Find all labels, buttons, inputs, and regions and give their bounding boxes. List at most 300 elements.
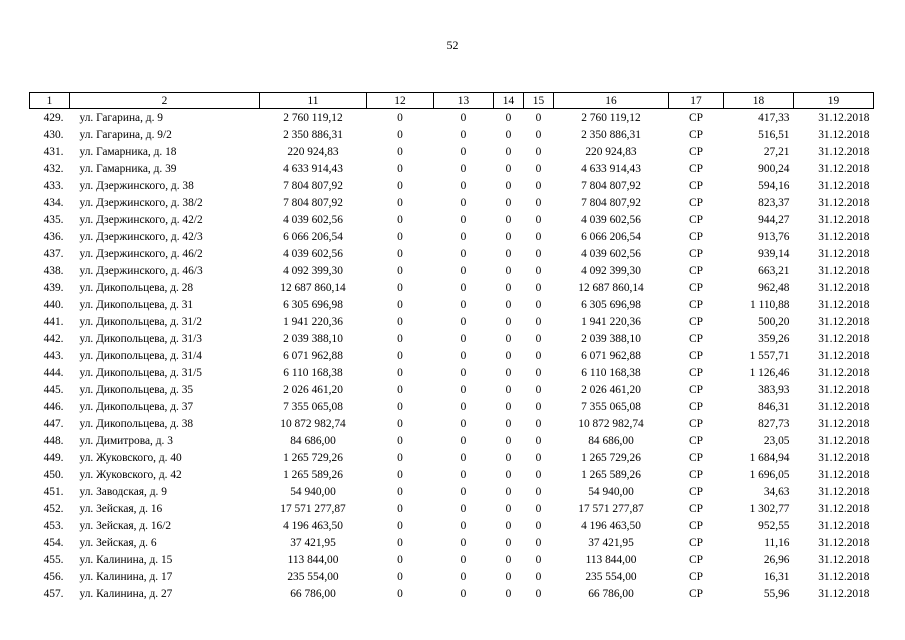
page-number: 52 bbox=[446, 38, 459, 52]
value-col-18: 594,16 bbox=[758, 179, 790, 192]
column-header: 1 bbox=[30, 93, 70, 109]
value-col-18: 846,31 bbox=[758, 400, 790, 413]
amount-col-11: 220 924,83 bbox=[287, 145, 339, 158]
table-row bbox=[30, 228, 874, 245]
value-col-18: 417,33 bbox=[758, 111, 790, 124]
value-col-12: 0 bbox=[397, 553, 403, 566]
value-col-18: 663,21 bbox=[758, 264, 790, 277]
value-col-18: 913,76 bbox=[758, 230, 790, 243]
row-number: 433. bbox=[43, 179, 64, 192]
value-col-18: 1 110,88 bbox=[750, 298, 790, 311]
code-col-17: СР bbox=[689, 570, 703, 583]
amount-col-16: 7 355 065,08 bbox=[581, 400, 641, 413]
value-col-15: 0 bbox=[535, 502, 542, 515]
value-col-14: 0 bbox=[505, 383, 512, 396]
value-col-15: 0 bbox=[535, 230, 542, 243]
table-row bbox=[30, 466, 874, 483]
value-col-12: 0 bbox=[397, 281, 403, 294]
row-number: 457. bbox=[43, 587, 64, 600]
table-row bbox=[30, 194, 874, 211]
table-row bbox=[30, 330, 874, 347]
value-col-18: 827,73 bbox=[758, 417, 790, 430]
address: ул. Дзержинского, д. 42/2 bbox=[79, 213, 203, 226]
value-col-18: 962,48 bbox=[758, 281, 790, 294]
date-col-19: 31.12.2018 bbox=[818, 366, 870, 379]
address: ул. Дзержинского, д. 38 bbox=[79, 179, 194, 192]
value-col-15: 0 bbox=[535, 587, 542, 600]
value-col-15: 0 bbox=[535, 468, 542, 481]
value-col-15: 0 bbox=[535, 179, 542, 192]
value-col-14: 0 bbox=[505, 315, 512, 328]
value-col-18: 516,51 bbox=[758, 128, 790, 141]
row-number: 448. bbox=[43, 434, 64, 447]
value-col-12: 0 bbox=[397, 451, 403, 464]
amount-col-16: 6 305 696,98 bbox=[581, 298, 641, 311]
amount-col-16: 235 554,00 bbox=[585, 570, 637, 583]
value-col-18: 823,37 bbox=[758, 196, 790, 209]
amount-col-11: 54 940,00 bbox=[290, 485, 336, 498]
column-header: 2 bbox=[70, 93, 260, 109]
date-col-19: 31.12.2018 bbox=[818, 553, 870, 566]
value-col-18: 23,05 bbox=[763, 434, 790, 447]
value-col-13: 0 bbox=[460, 332, 467, 345]
table-row bbox=[30, 313, 874, 330]
amount-col-11: 4 196 463,50 bbox=[283, 519, 343, 532]
row-number: 449. bbox=[43, 451, 64, 464]
code-col-17: СР bbox=[689, 451, 703, 464]
value-col-13: 0 bbox=[460, 230, 467, 243]
value-col-15: 0 bbox=[535, 553, 542, 566]
address: ул. Гагарина, д. 9 bbox=[79, 111, 163, 124]
code-col-17: СР bbox=[689, 485, 703, 498]
amount-col-16: 220 924,83 bbox=[585, 145, 637, 158]
address: ул. Заводская, д. 9 bbox=[79, 485, 167, 498]
date-col-19: 31.12.2018 bbox=[818, 400, 870, 413]
row-number: 442. bbox=[43, 332, 64, 345]
value-col-18: 34,63 bbox=[763, 485, 790, 498]
address: ул. Калинина, д. 27 bbox=[79, 587, 173, 600]
table-row bbox=[30, 177, 874, 194]
value-col-13: 0 bbox=[460, 128, 467, 141]
amount-col-16: 54 940,00 bbox=[588, 485, 634, 498]
code-col-17: СР bbox=[689, 434, 703, 447]
value-col-15: 0 bbox=[535, 281, 542, 294]
value-col-15: 0 bbox=[535, 383, 542, 396]
code-col-17: СР bbox=[689, 196, 703, 209]
value-col-18: 952,55 bbox=[758, 519, 790, 532]
value-col-18: 16,31 bbox=[763, 570, 790, 583]
value-col-18: 1 302,77 bbox=[749, 502, 790, 515]
value-col-13: 0 bbox=[460, 196, 467, 209]
date-col-19: 31.12.2018 bbox=[818, 587, 870, 600]
address: ул. Гамарника, д. 18 bbox=[79, 145, 177, 158]
row-number: 454. bbox=[43, 536, 64, 549]
row-number: 456. bbox=[43, 570, 64, 583]
row-number: 453. bbox=[43, 519, 64, 532]
amount-col-11: 2 350 886,31 bbox=[283, 128, 343, 141]
amount-col-11: 6 071 962,88 bbox=[283, 349, 343, 362]
value-col-12: 0 bbox=[397, 298, 403, 311]
date-col-19: 31.12.2018 bbox=[818, 485, 870, 498]
table-row bbox=[30, 585, 874, 602]
code-col-17: СР bbox=[689, 553, 703, 566]
date-col-19: 31.12.2018 bbox=[818, 349, 870, 362]
code-col-17: СР bbox=[689, 247, 703, 260]
value-col-14: 0 bbox=[505, 451, 512, 464]
amount-col-16: 1 265 729,26 bbox=[581, 451, 641, 464]
date-col-19: 31.12.2018 bbox=[818, 298, 870, 311]
date-col-19: 31.12.2018 bbox=[818, 213, 870, 226]
table-row bbox=[30, 415, 874, 432]
date-col-19: 31.12.2018 bbox=[818, 145, 870, 158]
table-row bbox=[30, 262, 874, 279]
code-col-17: СР bbox=[689, 281, 703, 294]
code-col-17: СР bbox=[689, 179, 703, 192]
table-row bbox=[30, 160, 874, 177]
value-col-13: 0 bbox=[460, 247, 467, 260]
value-col-15: 0 bbox=[535, 145, 542, 158]
amount-col-11: 2 760 119,12 bbox=[283, 111, 343, 124]
value-col-13: 0 bbox=[460, 383, 467, 396]
value-col-13: 0 bbox=[460, 485, 467, 498]
code-col-17: СР bbox=[689, 145, 703, 158]
amount-col-11: 2 039 388,10 bbox=[283, 332, 343, 345]
value-col-14: 0 bbox=[505, 145, 512, 158]
code-col-17: СР bbox=[689, 587, 703, 600]
value-col-18: 944,27 bbox=[758, 213, 790, 226]
value-col-15: 0 bbox=[535, 247, 542, 260]
value-col-12: 0 bbox=[397, 230, 403, 243]
address: ул. Гамарника, д. 39 bbox=[79, 162, 177, 175]
value-col-18: 359,26 bbox=[758, 332, 790, 345]
code-col-17: СР bbox=[689, 519, 703, 532]
row-number: 443. bbox=[43, 349, 64, 362]
value-col-18: 1 126,46 bbox=[749, 366, 790, 379]
value-col-13: 0 bbox=[460, 298, 467, 311]
value-col-13: 0 bbox=[460, 366, 467, 379]
value-col-15: 0 bbox=[535, 536, 542, 549]
table-row bbox=[30, 432, 874, 449]
code-col-17: СР bbox=[689, 230, 703, 243]
address: ул. Дзержинского, д. 42/3 bbox=[79, 230, 203, 243]
amount-col-16: 12 687 860,14 bbox=[578, 281, 644, 294]
value-col-13: 0 bbox=[460, 502, 467, 515]
value-col-18: 26,96 bbox=[763, 553, 790, 566]
value-col-12: 0 bbox=[397, 179, 403, 192]
date-col-19: 31.12.2018 bbox=[818, 281, 870, 294]
value-col-14: 0 bbox=[505, 264, 512, 277]
value-col-12: 0 bbox=[397, 383, 403, 396]
value-col-12: 0 bbox=[397, 570, 403, 583]
amount-col-16: 4 039 602,56 bbox=[581, 247, 641, 260]
address: ул. Дзержинского, д. 46/3 bbox=[79, 264, 203, 277]
column-header: 12 bbox=[367, 93, 434, 109]
value-col-18: 1 684,94 bbox=[749, 451, 790, 464]
date-col-19: 31.12.2018 bbox=[818, 536, 870, 549]
value-col-13: 0 bbox=[460, 315, 467, 328]
column-header: 11 bbox=[260, 93, 367, 109]
address: ул. Зейская, д. 16 bbox=[79, 502, 163, 515]
address: ул. Жуковского, д. 42 bbox=[79, 468, 182, 481]
row-number: 429. bbox=[43, 111, 64, 124]
amount-col-16: 17 571 277,87 bbox=[578, 502, 644, 515]
value-col-14: 0 bbox=[505, 111, 512, 124]
amount-col-11: 1 941 220,36 bbox=[283, 315, 343, 328]
value-col-14: 0 bbox=[505, 485, 512, 498]
value-col-18: 1 557,71 bbox=[749, 349, 790, 362]
value-col-12: 0 bbox=[397, 264, 403, 277]
address: ул. Зейская, д. 6 bbox=[79, 536, 157, 549]
row-number: 441. bbox=[43, 315, 64, 328]
address: ул. Дзержинского, д. 46/2 bbox=[79, 247, 203, 260]
value-col-15: 0 bbox=[535, 196, 542, 209]
amount-col-11: 235 554,00 bbox=[287, 570, 339, 583]
date-col-19: 31.12.2018 bbox=[818, 111, 870, 124]
amount-col-16: 2 026 461,20 bbox=[581, 383, 641, 396]
value-col-12: 0 bbox=[397, 366, 403, 379]
address: ул. Дикопольцева, д. 28 bbox=[79, 281, 194, 294]
value-col-18: 27,21 bbox=[763, 145, 790, 158]
value-col-14: 0 bbox=[505, 434, 512, 447]
amount-col-16: 4 039 602,56 bbox=[581, 213, 641, 226]
value-col-14: 0 bbox=[505, 213, 512, 226]
date-col-19: 31.12.2018 bbox=[818, 570, 870, 583]
date-col-19: 31.12.2018 bbox=[818, 383, 870, 396]
value-col-12: 0 bbox=[397, 247, 403, 260]
code-col-17: СР bbox=[689, 213, 703, 226]
value-col-15: 0 bbox=[535, 366, 542, 379]
value-col-14: 0 bbox=[505, 179, 512, 192]
amount-col-16: 2 350 886,31 bbox=[581, 128, 641, 141]
amount-col-11: 4 092 399,30 bbox=[283, 264, 343, 277]
date-col-19: 31.12.2018 bbox=[818, 196, 870, 209]
row-number: 431. bbox=[43, 145, 64, 158]
date-col-19: 31.12.2018 bbox=[818, 179, 870, 192]
value-col-18: 11,16 bbox=[764, 536, 790, 549]
amount-col-11: 7 804 807,92 bbox=[283, 179, 343, 192]
table-row bbox=[30, 398, 874, 415]
value-col-13: 0 bbox=[460, 213, 467, 226]
value-col-13: 0 bbox=[460, 417, 467, 430]
value-col-13: 0 bbox=[460, 553, 467, 566]
table-row bbox=[30, 534, 874, 551]
row-number: 436. bbox=[43, 230, 64, 243]
value-col-15: 0 bbox=[535, 315, 542, 328]
date-col-19: 31.12.2018 bbox=[818, 502, 870, 515]
value-col-18: 1 696,05 bbox=[749, 468, 790, 481]
row-number: 438. bbox=[43, 264, 64, 277]
value-col-15: 0 bbox=[535, 213, 542, 226]
value-col-13: 0 bbox=[460, 162, 467, 175]
row-number: 444. bbox=[43, 366, 64, 379]
table-row bbox=[30, 449, 874, 466]
table-row bbox=[30, 296, 874, 313]
value-col-15: 0 bbox=[535, 570, 542, 583]
amount-col-16: 7 804 807,92 bbox=[581, 179, 641, 192]
amount-col-11: 37 421,95 bbox=[290, 536, 336, 549]
code-col-17: СР bbox=[689, 315, 703, 328]
row-number: 447. bbox=[43, 417, 64, 430]
value-col-12: 0 bbox=[397, 145, 403, 158]
value-col-14: 0 bbox=[505, 553, 512, 566]
value-col-12: 0 bbox=[397, 332, 403, 345]
date-col-19: 31.12.2018 bbox=[818, 468, 870, 481]
value-col-12: 0 bbox=[397, 536, 403, 549]
amount-col-16: 10 872 982,74 bbox=[578, 417, 644, 430]
table-row bbox=[30, 109, 874, 127]
value-col-12: 0 bbox=[397, 128, 403, 141]
date-col-19: 31.12.2018 bbox=[818, 417, 870, 430]
value-col-15: 0 bbox=[535, 519, 542, 532]
value-col-13: 0 bbox=[460, 179, 467, 192]
value-col-15: 0 bbox=[535, 451, 542, 464]
value-col-13: 0 bbox=[460, 281, 467, 294]
code-col-17: СР bbox=[689, 128, 703, 141]
value-col-13: 0 bbox=[460, 536, 467, 549]
table-row bbox=[30, 568, 874, 585]
amount-col-11: 66 786,00 bbox=[290, 587, 336, 600]
address: ул. Дикопольцева, д. 31/2 bbox=[79, 315, 202, 328]
table-header-row bbox=[30, 93, 874, 109]
address: ул. Калинина, д. 15 bbox=[79, 553, 173, 566]
table-row bbox=[30, 279, 874, 296]
value-col-12: 0 bbox=[397, 417, 403, 430]
value-col-12: 0 bbox=[397, 400, 403, 413]
table-row bbox=[30, 211, 874, 228]
value-col-15: 0 bbox=[535, 128, 542, 141]
table-row bbox=[30, 500, 874, 517]
code-col-17: СР bbox=[689, 468, 703, 481]
amount-col-11: 6 305 696,98 bbox=[283, 298, 343, 311]
amount-col-11: 6 110 168,38 bbox=[283, 366, 343, 379]
amount-col-16: 1 941 220,36 bbox=[581, 315, 641, 328]
amount-col-11: 84 686,00 bbox=[290, 434, 336, 447]
amount-col-16: 4 196 463,50 bbox=[581, 519, 641, 532]
amount-col-16: 6 071 962,88 bbox=[581, 349, 641, 362]
table-row bbox=[30, 381, 874, 398]
row-number: 439. bbox=[43, 281, 64, 294]
value-col-14: 0 bbox=[505, 332, 512, 345]
value-col-14: 0 bbox=[505, 366, 512, 379]
value-col-18: 383,93 bbox=[758, 383, 790, 396]
amount-col-16: 113 844,00 bbox=[585, 553, 637, 566]
value-col-18: 939,14 bbox=[758, 247, 790, 260]
code-col-17: СР bbox=[689, 332, 703, 345]
value-col-13: 0 bbox=[460, 264, 467, 277]
amount-col-16: 2 039 388,10 bbox=[581, 332, 641, 345]
address: ул. Дикопольцева, д. 35 bbox=[79, 383, 194, 396]
amount-col-11: 4 039 602,56 bbox=[283, 213, 343, 226]
date-col-19: 31.12.2018 bbox=[818, 315, 870, 328]
value-col-14: 0 bbox=[505, 468, 512, 481]
data-table bbox=[29, 92, 874, 602]
value-col-12: 0 bbox=[397, 213, 403, 226]
row-number: 434. bbox=[43, 196, 64, 209]
value-col-12: 0 bbox=[397, 519, 403, 532]
table-row bbox=[30, 126, 874, 143]
address: ул. Зейская, д. 16/2 bbox=[79, 519, 172, 532]
value-col-13: 0 bbox=[460, 468, 467, 481]
column-header: 13 bbox=[434, 93, 494, 109]
amount-col-16: 4 633 914,43 bbox=[581, 162, 641, 175]
amount-col-11: 6 066 206,54 bbox=[283, 230, 343, 243]
amount-col-11: 7 355 065,08 bbox=[283, 400, 343, 413]
date-col-19: 31.12.2018 bbox=[818, 230, 870, 243]
value-col-15: 0 bbox=[535, 264, 542, 277]
code-col-17: СР bbox=[689, 162, 703, 175]
amount-col-11: 10 872 982,74 bbox=[280, 417, 346, 430]
amount-col-11: 4 039 602,56 bbox=[283, 247, 343, 260]
code-col-17: СР bbox=[689, 264, 703, 277]
value-col-12: 0 bbox=[397, 162, 403, 175]
value-col-14: 0 bbox=[505, 281, 512, 294]
value-col-12: 0 bbox=[397, 315, 403, 328]
value-col-12: 0 bbox=[397, 111, 403, 124]
address: ул. Дзержинского, д. 38/2 bbox=[79, 196, 203, 209]
value-col-18: 500,20 bbox=[758, 315, 790, 328]
address: ул. Калинина, д. 17 bbox=[79, 570, 173, 583]
code-col-17: СР bbox=[689, 502, 703, 515]
row-number: 440. bbox=[43, 298, 64, 311]
value-col-14: 0 bbox=[505, 298, 512, 311]
value-col-12: 0 bbox=[397, 196, 403, 209]
date-col-19: 31.12.2018 bbox=[818, 247, 870, 260]
date-col-19: 31.12.2018 bbox=[818, 128, 870, 141]
value-col-14: 0 bbox=[505, 128, 512, 141]
value-col-14: 0 bbox=[505, 196, 512, 209]
amount-col-11: 2 026 461,20 bbox=[283, 383, 343, 396]
value-col-13: 0 bbox=[460, 349, 467, 362]
amount-col-11: 17 571 277,87 bbox=[280, 502, 346, 515]
row-number: 451. bbox=[43, 485, 64, 498]
value-col-12: 0 bbox=[397, 434, 403, 447]
value-col-15: 0 bbox=[535, 349, 542, 362]
value-col-15: 0 bbox=[535, 400, 542, 413]
value-col-12: 0 bbox=[397, 349, 403, 362]
amount-col-16: 37 421,95 bbox=[588, 536, 634, 549]
table-row bbox=[30, 364, 874, 381]
code-col-17: СР bbox=[689, 417, 703, 430]
column-header: 16 bbox=[554, 93, 669, 109]
value-col-14: 0 bbox=[505, 400, 512, 413]
value-col-15: 0 bbox=[535, 111, 542, 124]
value-col-13: 0 bbox=[460, 400, 467, 413]
code-col-17: СР bbox=[689, 298, 703, 311]
value-col-14: 0 bbox=[505, 536, 512, 549]
date-col-19: 31.12.2018 bbox=[818, 162, 870, 175]
value-col-15: 0 bbox=[535, 332, 542, 345]
amount-col-11: 7 804 807,92 bbox=[283, 196, 343, 209]
value-col-14: 0 bbox=[505, 519, 512, 532]
address: ул. Дикопольцева, д. 38 bbox=[79, 417, 194, 430]
value-col-13: 0 bbox=[460, 587, 467, 600]
row-number: 437. bbox=[43, 247, 64, 260]
amount-col-16: 2 760 119,12 bbox=[581, 111, 641, 124]
value-col-18: 55,96 bbox=[763, 587, 790, 600]
value-col-13: 0 bbox=[460, 111, 467, 124]
column-header: 14 bbox=[494, 93, 524, 109]
amount-col-11: 113 844,00 bbox=[287, 553, 339, 566]
amount-col-11: 4 633 914,43 bbox=[283, 162, 343, 175]
value-col-14: 0 bbox=[505, 349, 512, 362]
code-col-17: СР bbox=[689, 536, 703, 549]
value-col-14: 0 bbox=[505, 162, 512, 175]
value-col-15: 0 bbox=[535, 485, 542, 498]
row-number: 450. bbox=[43, 468, 64, 481]
value-col-14: 0 bbox=[505, 502, 512, 515]
table-row bbox=[30, 245, 874, 262]
address: ул. Димитрова, д. 3 bbox=[79, 434, 173, 447]
